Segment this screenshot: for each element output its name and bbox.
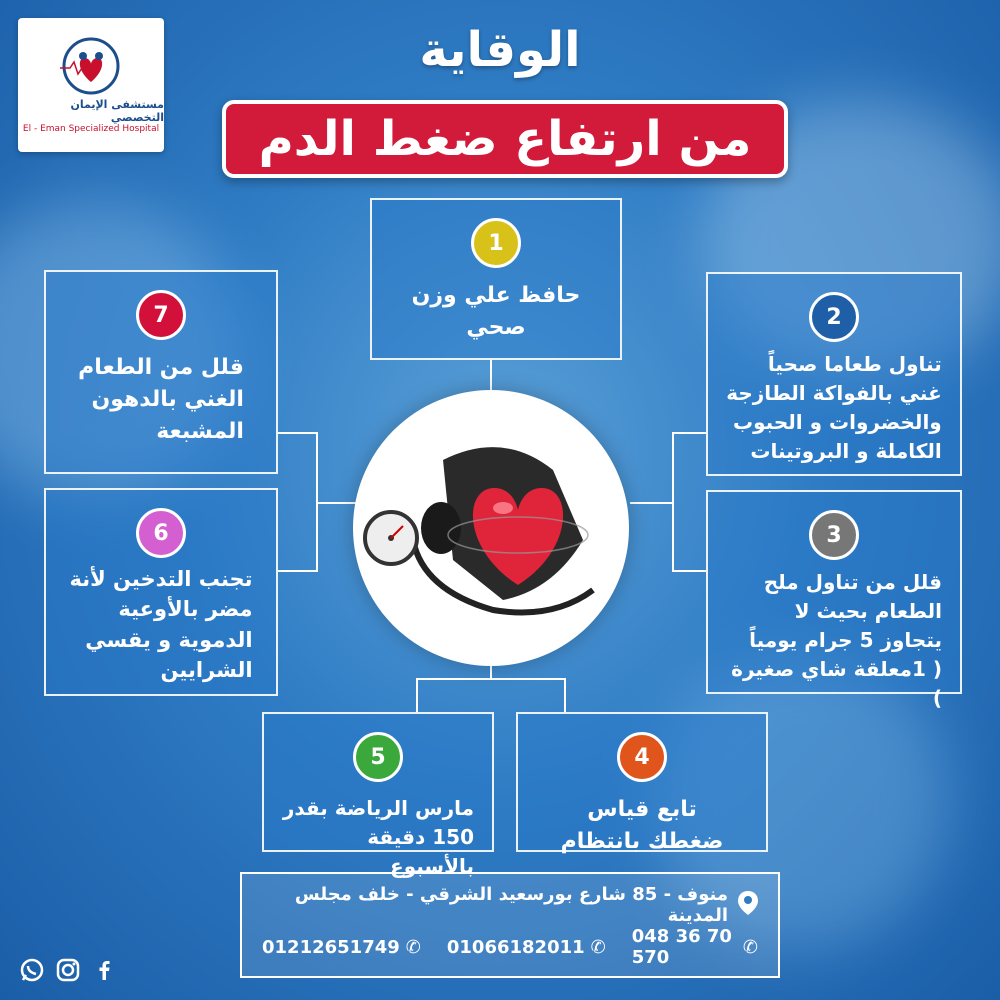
phone-icon: ✆ [742,936,758,958]
phone-item[interactable] [262,937,421,958]
location-pin-icon [738,891,758,920]
page-subtitle [222,100,788,178]
tip-number-badge: 4 [617,732,667,782]
phone-icon: ✆ [590,936,606,958]
connector-line [316,502,356,504]
tip-text: مارس الرياضة بقدر 150 دقيقة بالأسبوع [282,796,474,878]
tip-text: قلل من الطعام الغني بالدهون المشبعة [78,355,244,444]
connector-line [564,678,566,712]
connector-line [490,360,492,392]
phone-item[interactable] [632,926,758,968]
phone-number[interactable]: 01066182011 [446,936,585,958]
tip-number-badge: 5 [353,732,403,782]
connector-line [278,432,316,434]
phone-item[interactable] [447,937,606,958]
contact-footer [240,872,780,978]
tip-card-4 [516,712,768,852]
tip-number-badge: 3 [809,510,859,560]
connector-line [416,678,418,712]
instagram-icon[interactable] [56,958,80,982]
tip-number-badge: 1 [471,218,521,268]
phone-number[interactable]: 01212651749 [262,936,400,958]
tip-text: قلل من تناول ملح الطعام بحيث لا يتجاوز 5 جرام يومياً ( 1معلقة شاي صغيرة ) [731,570,942,710]
tip-card-5 [262,712,494,878]
address-text: منوف - 85 شارع بورسعيد الشرقي - خلف مجلس المدينة [294,884,728,926]
tip-card-6 [44,488,278,696]
page-title: الوقاية [419,22,581,78]
tip-number-badge: 7 [136,290,186,340]
tip-card-1 [370,198,622,360]
whatsapp-icon[interactable] [20,958,44,982]
blood-pressure-image [353,390,629,666]
phones-row [262,926,758,968]
tip-text: حافظ علي وزن صحي [411,283,581,340]
tip-number-badge: 6 [136,508,186,558]
tip-text: تابع قياس ضغطك بانتظام [560,797,724,854]
connector-line [278,570,316,572]
logo-name-en: El - Eman Specialized Hospital [22,124,160,134]
connector-line [672,432,674,572]
tip-card-2 [706,272,962,476]
subtitle-text: من ارتفاع ضغط الدم [258,111,752,167]
tip-text: تجنب التدخين لأنة مضر بالأوعية الدموية و يقسي الشرايين [69,567,253,683]
blood-pressure-heart-icon [353,390,629,666]
connector-line [416,678,566,680]
connector-line [672,432,706,434]
tip-card-7 [44,270,278,474]
address-row [262,884,758,926]
phone-number[interactable]: 048 36 70 570 [631,926,732,968]
logo-name-ar: مستشفى الإيمان التخصصي [70,98,164,124]
tip-number-badge: 2 [809,292,859,342]
tip-text: تناول طعاما صحياً غني بالفواكة الطازجة والخضروات و الحبوب الكاملة و البروتينات [726,352,942,463]
connector-line [630,502,672,504]
tip-card-3 [706,490,962,710]
connector-line [672,570,706,572]
facebook-icon[interactable] [92,958,116,982]
phone-icon: ✆ [405,936,421,958]
